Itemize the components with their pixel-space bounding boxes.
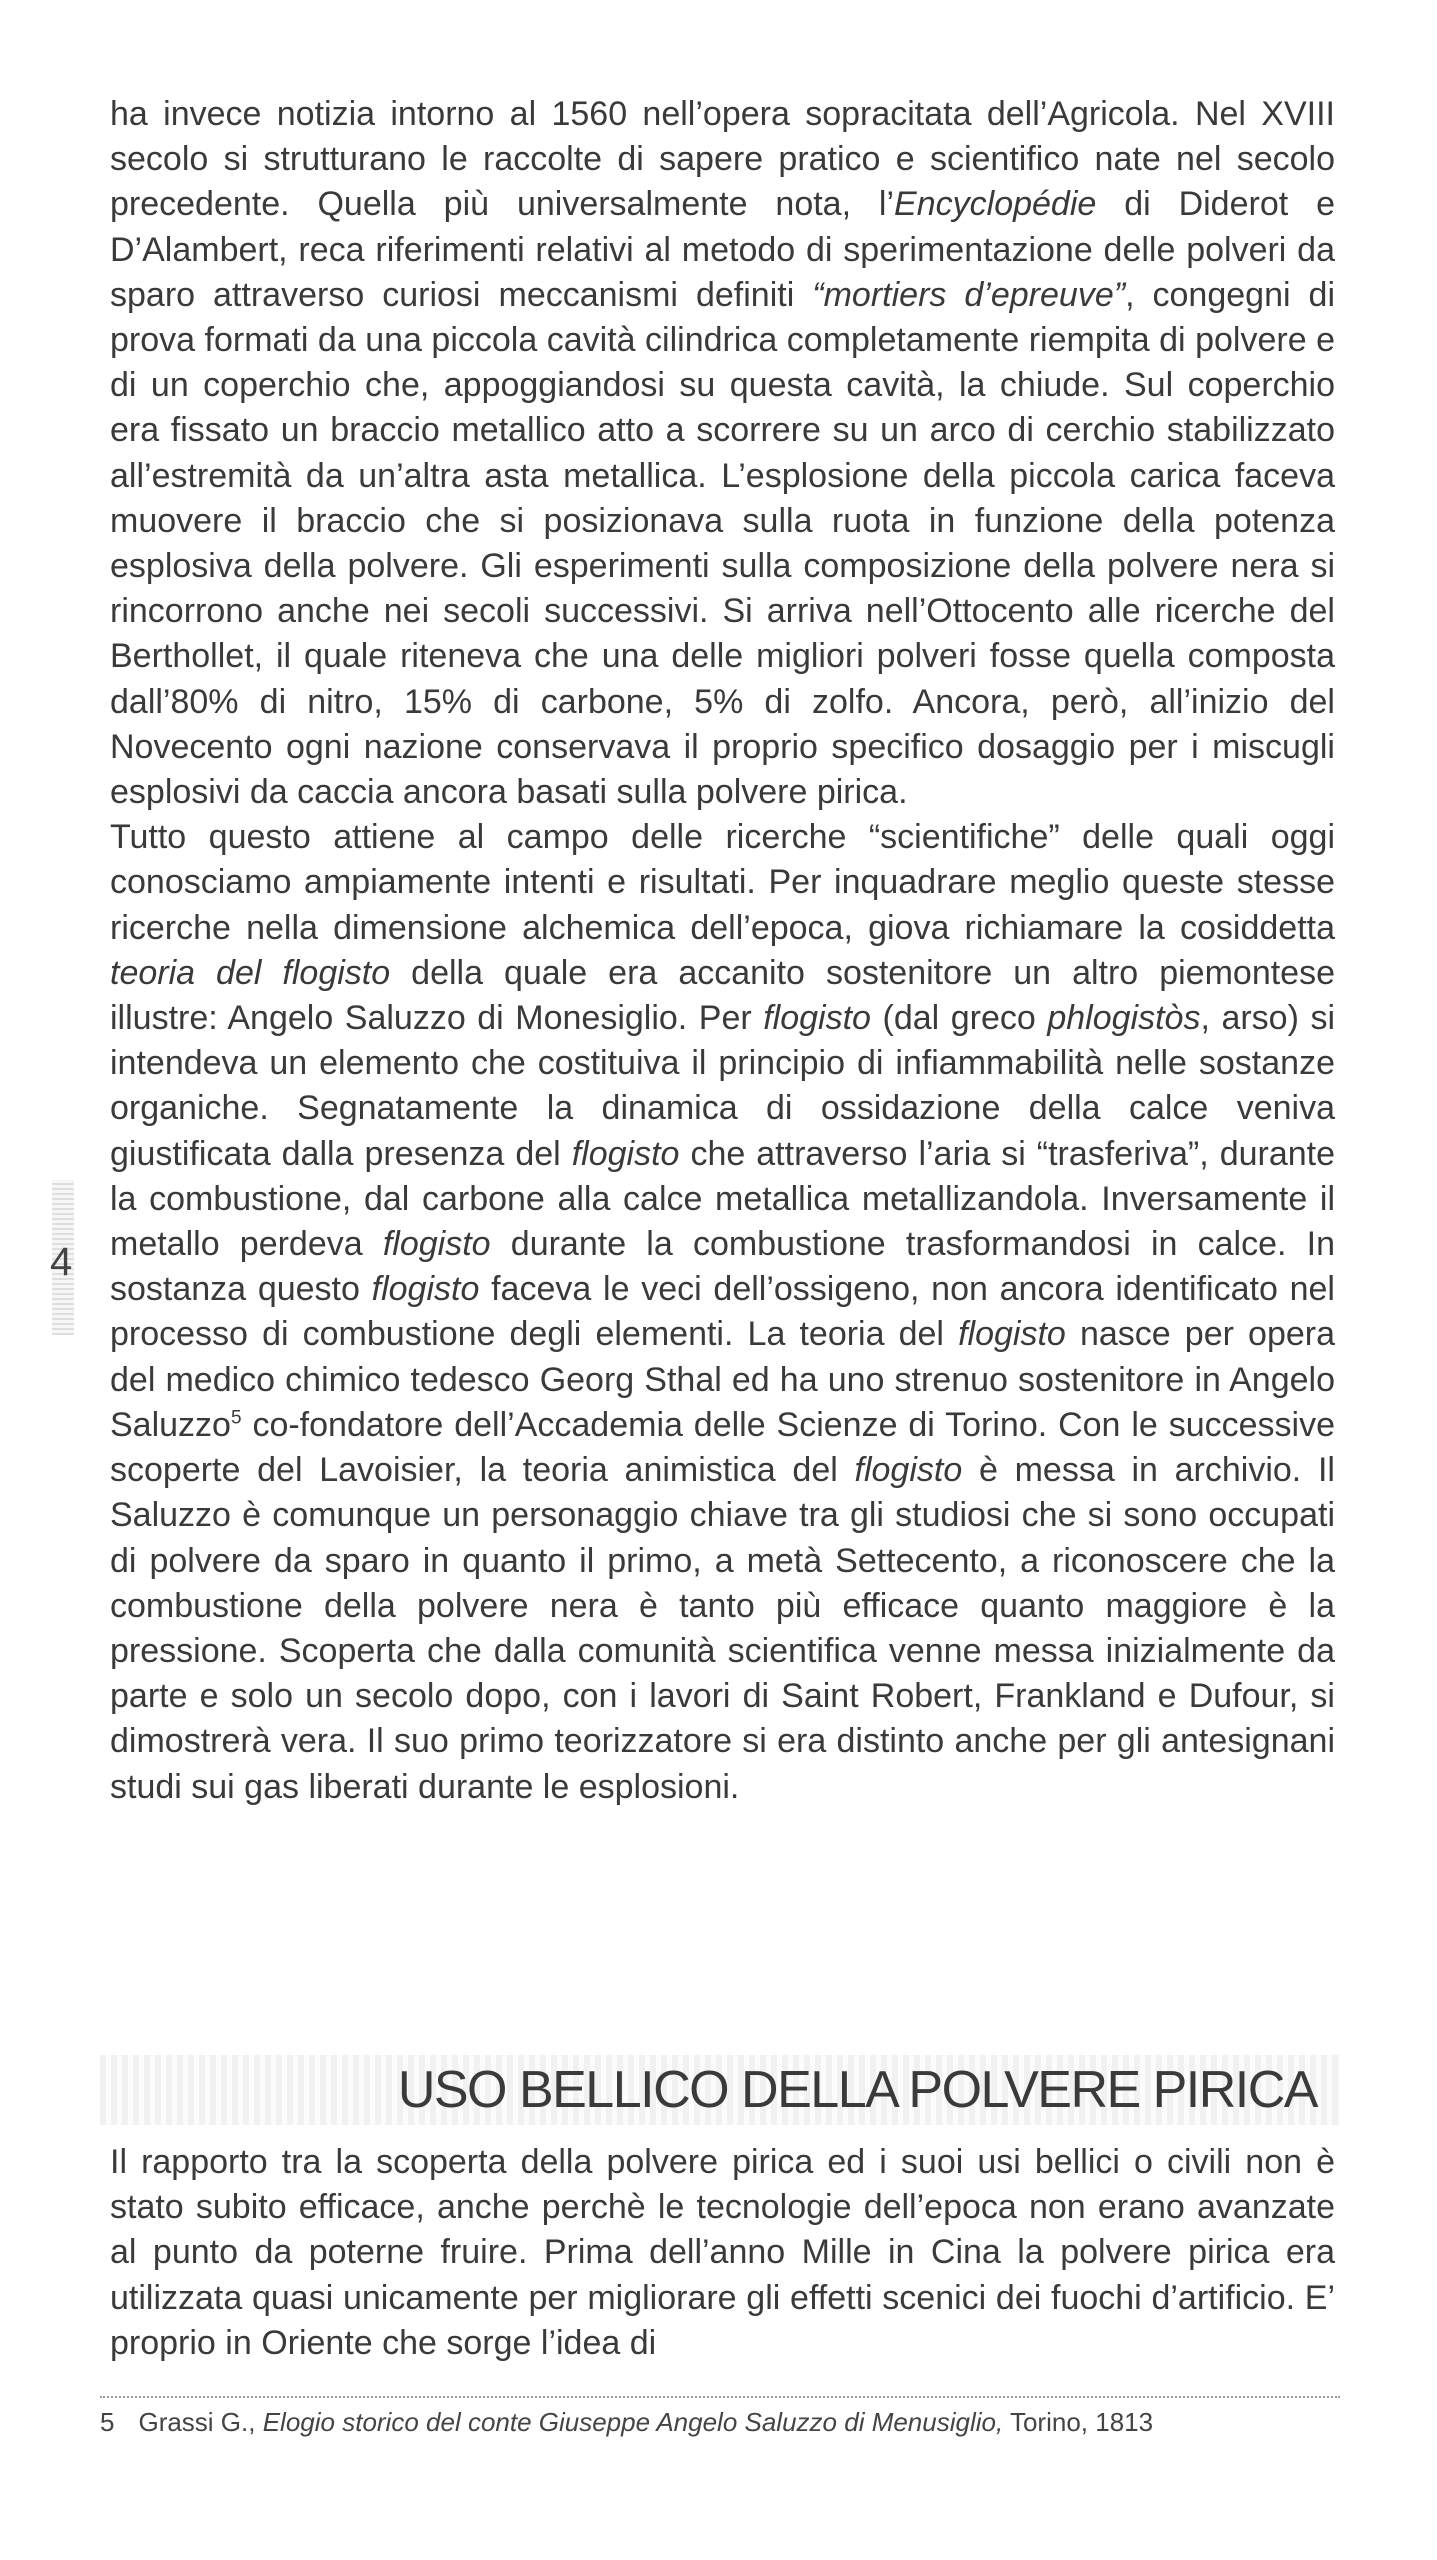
footnote-title: Elogio storico del conte Giuseppe Angelo Saluzzo di Menusiglio, xyxy=(262,2407,1004,2437)
text-run: nasce per opera del medico chimico tedesco Georg Sthal ed ha uno strenuo sostenitore in Angelo Saluzzo xyxy=(110,1315,1335,1444)
italic-run: Encyclopédie xyxy=(894,185,1097,224)
footnote-place-year: Torino, 1813 xyxy=(1009,2407,1154,2437)
footnote-reference: 5 xyxy=(230,1407,242,1429)
text-run: durante la combustione trasformandosi in calce. In sostanza questo xyxy=(110,1225,1335,1309)
footnote xyxy=(100,2405,1340,2439)
text-run: di Diderot e D’Alambert, reca riferimenti relativi al metodo di sperimentazione delle polveri da sparo attraverso curiosi meccanismi definiti xyxy=(110,185,1335,314)
italic-run: flogisto xyxy=(371,1270,480,1309)
body-text xyxy=(110,92,1335,1810)
section-body-text xyxy=(110,2140,1335,2366)
text-run: ha invece notizia intorno al 1560 nell’opera sopracitata dell’Agricola. Nel XVIII secolo si strutturano le raccolte di sapere pratico e scientifico nate nel secolo precedente. Quella più universalmente nota, l’ xyxy=(110,95,1335,224)
italic-run: phlogistòs xyxy=(1047,999,1201,1038)
paragraph-uso-bellico: Il rapporto tra la scoperta della polvere pirica ed i suoi usi bellici o civili non è stato subito efficace, anche perchè le tecnologie dell’epoca non erano avanzate al punto da poterne fruire. Prima dell’anno Mille in Cina la polvere pirica era utilizzata quasi unicamente per migliorare gli effetti scenici dei fuochi d’artificio. E’ proprio in Oriente che sorge l’idea di xyxy=(110,2143,1335,2362)
text-run: (dal greco xyxy=(870,999,1048,1038)
paragraph-encyclopedie xyxy=(110,92,1335,815)
italic-run: flogisto xyxy=(763,999,871,1038)
text-run: che attraverso l’aria si “trasferiva”, durante la combustione, dal carbone alla calce metallica metallizandola. Inversamente il metallo perdeva xyxy=(110,1134,1336,1264)
text-run: , arso) si intendeva un elemento che costituiva il principio di infiammabilità nelle sostanze organiche. Segnatamente la dinamica di ossidazione della calce veniva giustificata dalla presenza del xyxy=(110,999,1335,1173)
text-run: è messa in archivio. Il Saluzzo è comunque un personaggio chiave tra gli studiosi che si sono occupati di polvere da sparo in quanto il primo, a metà Settecento, a riconoscere che la combustione della polvere nera è tanto più efficace quanto maggiore è la pressione. Scoperta che dalla comunità scientifica venne messa inizialmente da parte e solo un secolo dopo, con i lavori di Saint Robert, Frankland e Dufour, si dimostrerà vera. Il suo primo teorizzatore si era distinto anche per gli antesignani studi sui gas liberati durante le esplosioni. xyxy=(110,1451,1335,1806)
footnote-number: 5 xyxy=(100,2407,115,2437)
text-run: co-fondatore dell’Accademia delle Scienze di Torino. Con le successive scoperte del Lavoisier, la teoria animistica del xyxy=(110,1405,1335,1490)
text-run: della quale era accanito sostenitore un altro piemontese illustre: Angelo Saluzzo di Monesiglio. Per xyxy=(110,953,1335,1038)
text-run: Tutto questo attiene al campo delle ricerche “scientifiche” delle quali oggi conosciamo ampiamente intenti e risultati. Per inquadrare meglio queste stesse ricerche nella dimensione alchemica dell’epoca, giova richiamare la cosiddetta xyxy=(110,818,1335,947)
section-heading: USO BELLICO DELLA POLVERE PIRICA xyxy=(397,2061,1317,2119)
italic-run: flogisto xyxy=(854,1451,963,1490)
text-run: faceva le veci dell’ossigeno, non ancora identificato nel processo di combustione degli elementi. La teoria del xyxy=(110,1270,1335,1354)
italic-run: “mortiers d’epreuve” xyxy=(812,275,1126,314)
footnote-divider xyxy=(100,2396,1340,2398)
text-run: , congegni di prova formati da una piccola cavità cilindrica completamente riempita di polvere e di un coperchio che, appoggiandosi su questa cavità, la chiude. Sul coperchio era fissato un braccio metallico atto a scorrere su un arco di cerchio stabilizzato all’estremità da un’altra asta metallica. L’esplosione della piccola carica faceva muovere il braccio che si posizionava sulla ruota in funzione della potenza esplosiva della polvere. Gli esperimenti sulla composizione della polvere nera si rincorrono anche nei secoli successivi. Si arriva nell’Ottocento alle ricerche del Berthollet, il quale riteneva che una delle migliori polveri fosse quella composta dall’80% di nitro, 15% di carbone, 5% di zolfo. Ancora, però, all’inizio del Novecento ogni nazione conservava il proprio specifico dosaggio per i miscugli esplosivi da caccia ancora basati sulla polvere pirica. xyxy=(110,275,1335,812)
italic-run: teoria del flogisto xyxy=(110,953,391,992)
paragraph-flogisto xyxy=(110,815,1335,1809)
italic-run: flogisto xyxy=(571,1134,680,1173)
italic-run: flogisto xyxy=(958,1315,1066,1354)
footnote-author: Grassi G., xyxy=(138,2407,256,2437)
page-number: 4 xyxy=(50,1240,73,1284)
italic-run: flogisto xyxy=(382,1225,491,1264)
